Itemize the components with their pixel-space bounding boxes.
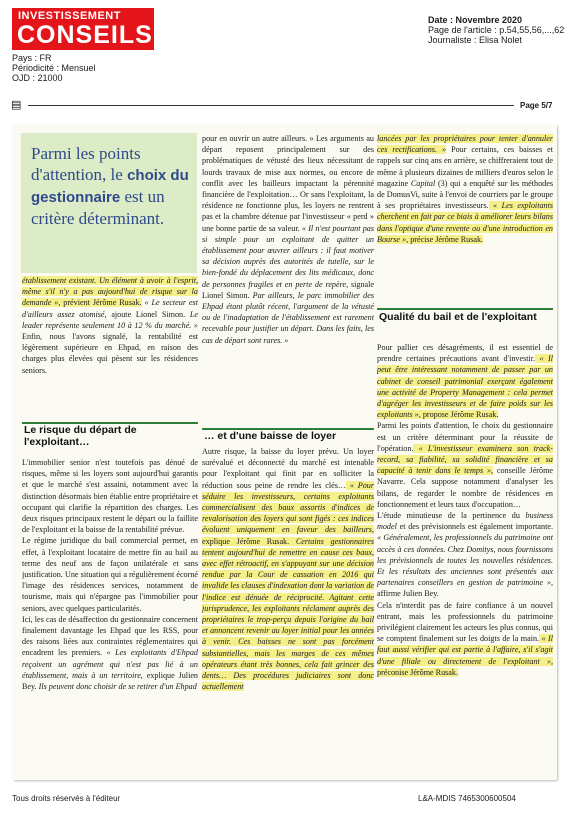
article-date: Date : Novembre 2020 — [428, 15, 523, 25]
section-heading-1: Le risque du départ de l'exploitant… — [24, 424, 137, 448]
logo-line1: INVESTISSEMENT — [18, 10, 121, 22]
pull-quote-post: est un critère déterminant. — [31, 187, 165, 228]
article-pages: Page de l'article : p.54,55,56,...,62 — [428, 25, 565, 35]
body-text: (3) qui a enquêté sur les méthodes de DomusVi, suite à l'envoi de courriers par le groupe à ses propriétaires investisseurs. — [377, 178, 553, 211]
highlight-text: préconise Jérôme Rusak. — [377, 667, 459, 677]
body-text: Pour certains, ces baisses et rappels sur cinq ans en arrière, se chiffreraient tout de même à plusieurs dizaines de milliers d'euros selon le magazine — [377, 145, 553, 188]
body-text: Cela n'interdit pas de faire confiance à un nouvel entrant, mais les professionnels du patrimoine privilégient clairement les acteurs les plus connus, qui se comptent finalement sur les doigts de la main. — [377, 600, 553, 644]
body-paragraph: Le régime juridique du bail commercial permet, en effet, à l'exploitant locataire de mettre fin au bail au terme des neuf ans de façon unilatérale et sans justification. Une situation qui a régulièrement écorné l'image des résidences services, notamment de tourisme, mais qui n'épargne pas l'immobilier pour seniors, avec quelques particularités. — [22, 536, 198, 613]
highlight-text: « Pour séduire les investisseurs, certains exploitants commercialisent des baux assortis d'indices de revalorisation des loyers qui sont figés : ces indices évoluent uniquement en faveur des bailleurs, — [202, 480, 374, 535]
highlight-text: lancées par les propriétaires pour tenter d'annuler ces rectifications. » — [377, 134, 553, 155]
footer-rights: Tous droits réservés à l'éditeur — [12, 794, 121, 803]
ojd: OJD : 21000 — [12, 73, 63, 83]
column-2-top — [202, 133, 374, 426]
body-text: Autre risque, la baisse du loyer prévu. Un loyer surévalué et déconnecté du marché est intenable pour l'exploitant qui finit par en solliciter la réduction sous peine de rendre les clés… — [202, 447, 374, 490]
highlight-text: propose Jérôme Rusak. — [420, 410, 499, 420]
column-2-bottom — [202, 446, 374, 774]
newspaper-icon: ▤ — [11, 98, 22, 111]
highlight-text: « Il faut aussi vérifier qui est partie à l'affaire, s'il s'agit d'une filiale ou directement de l'exploitant », — [377, 634, 553, 666]
publication-meta — [12, 53, 96, 83]
quote-text: Ils peuvent donc choisir de se retirer d'un Ehpad — [36, 682, 197, 692]
quote-text: business model — [377, 511, 553, 532]
highlight-text: « Il peut être intéressant notamment de passer par un cabinet de conseil patrimonial exerçant également une activité de Property Management : cela permet d'agréger les investisseurs et de faire poids sur les exploitants », — [377, 354, 553, 420]
journalist: Journaliste : Elisa Nolet — [428, 35, 523, 45]
body-text: Pour pallier ces désagréments, il est essentiel de prendre certaines précautions avant d'investir. — [377, 343, 553, 364]
body-text: Ici, les cas de désaffection du gestionnaire concernent finalement davantage les Ehpad que les RSS, pour des raisons liées aux contraintes réglementaires qui encadrent les premiers. — [22, 614, 198, 658]
column-3-bottom — [377, 342, 553, 774]
quote-text: « Le secteur est d'ailleurs assez atomisé, — [22, 298, 198, 319]
body-text: conseille Jérôme Navarre. Cela suppose notamment d'analyser les bilans, de regarder le nombre de résidences en fonctionnement et leurs taux d'occupation… — [377, 466, 553, 509]
quote-text: « Il n'est pourtant pas si simple pour un exploitant de quitter un établissement pour œuvrer ailleurs : il faut motiver sa décision auprès des autorités de tutelle, sur le bien-fondé du déplacement des lits médicaux, donc de personnes fragiles et en perte de repère, — [202, 223, 374, 289]
article-scan — [13, 125, 557, 780]
quote-text: Le leader représente seulement 10 à 12 % du marché. » — [22, 309, 198, 330]
quote-text: Par ailleurs, le parc immobilier des Ehpad étant plutôt récent, l'argument de la vétusté ou de l'inadaptation de l'établissement est rarement recevable pour justifier un départ. Dans les faits, les cas de départ sont rares. » — [202, 290, 374, 345]
country: Pays : FR — [12, 53, 52, 63]
highlight-text: « L'investisseur examinera son track-record, sa fiabilité, sa solidité financière et sa capacité à tenir dans le temps », — [377, 443, 553, 476]
quote-text: « Les exploitants d'Ehpad reçoivent un agrément qui n'est pas lié à un établissement, mais à un territoire, — [22, 648, 198, 680]
body-text: explique Julien Bey. — [22, 670, 198, 692]
page-number: Page 5/7 — [520, 101, 553, 110]
footer-reference: L&A-MDIS 7465300600504 — [418, 794, 516, 803]
section-heading-2: … et d'une baisse de loyer — [204, 430, 337, 442]
quote-text: Capital — [408, 178, 436, 188]
pull-quote-pre: Parmi les points d'attention, le — [31, 144, 141, 184]
body-text: Parmi les points d'attention, le choix du gestionnaire est un critère déterminant pour la réussite de l'opération. — [377, 421, 553, 453]
body-text: ajoute Lionel Simon. — [106, 309, 186, 319]
section-rule — [377, 308, 553, 310]
article-info — [428, 15, 567, 45]
highlight-text: explique Jérôme Rusak. — [202, 536, 290, 546]
highlight-text: Certains gestionnaires tentent aujourd'hui de remettre en cause ces baux, avec effet rétroactif, en s'appuyant sur une décision rendue par la Cour de cassation en 2016 qui invalide les clauses d'indexation dont la variation de l'indice est dénuée de réciprocité. Agitant cette jurisprudence, les exploitants réclament auprès des propriétaires le trop-perçu depuis l'origine du bail et annoncent revenir au loyer initial pour les années à venir. Ces baisses ne sont pas forcément substantielles, mais les marges de ces mêmes opérateurs étant très bonnes, cela fait grincer des dents… Des procédures judiciaires sont donc actuellement — [202, 536, 374, 692]
column-1-top — [22, 275, 198, 479]
logo-line2: CONSEILS — [17, 21, 153, 49]
body-text: signale Lionel Simon. — [202, 279, 374, 300]
body-text: et des prévisionnels est également importante. — [396, 522, 553, 532]
highlight-text: établissement existant. Un élément à avoir à l'esprit, même s'il n'y a pas aujourd'hui de risque sur la demande », — [22, 276, 198, 308]
body-text: affirme Julien Bey. — [377, 589, 439, 599]
body-text: L'étude minutieuse de la pertinence du — [377, 511, 520, 521]
pull-quote — [21, 133, 197, 273]
publication-logo — [12, 8, 154, 50]
section-heading-3: Qualité du bail et de l'exploitant — [379, 311, 537, 323]
body-text: pour en ouvrir un autre ailleurs. » Les arguments au départ reposent principalement sur des problématiques de vétusté des lieux nécessitant de lourds travaux de mise aux normes, ou encore de conflit avec les bailleurs impactant la pérennité financière de l'exploitation… Or sans l'exploitant, la résidence ne fonctionne plus, les loyers ne rentrent pas et la chambre détenue par l'investisseur « perd » une bonne partie de sa valeur. — [202, 134, 374, 233]
highlight-text: précise Jérôme Rusak. — [408, 234, 484, 244]
periodicity: Périodicité : Mensuel — [12, 63, 96, 73]
header-rule — [28, 105, 514, 106]
column-3-top — [377, 133, 553, 301]
highlight-text: « Les exploitants cherchent en fait par ce biais à améliorer leurs bilans dans l'optique d'une revente ou d'une introduction en Bourse », — [377, 201, 553, 244]
body-text: Enfin, nous l'avons signalé, la rentabilité est légèrement supérieure en Ehpad, en raison des charges plus élevées qui pèsent sur les résidences seniors. — [22, 332, 198, 375]
body-paragraph: L'immobilier senior n'est toutefois pas dénué de risques, même si les loyers sont aujourd'hui garantis et que le marché s'est assaini, notamment avec la distinction désormais bien établie entre propriétaire et occupant qui clarifie la répartition des charges. Les deux risques principaux restent le départ ou la faillite de l'exploitant et la baisse de la rentabilité prévue. — [22, 458, 198, 535]
column-1-bottom — [22, 457, 198, 775]
highlight-text: prévient Jérôme Rusak. — [60, 298, 142, 308]
pull-quote-bold: choix du gestionnaire — [31, 167, 189, 206]
quote-text: « Généralement, les professionnels du patrimoine ont accès à ces données. Chez Domitys, nous fournissons les prévisionnels de toutes les nouvelles résidences. Et les résultats des anciennes sont présentés aux partenaires conseillers en gestion de patrimoine », — [377, 533, 553, 588]
